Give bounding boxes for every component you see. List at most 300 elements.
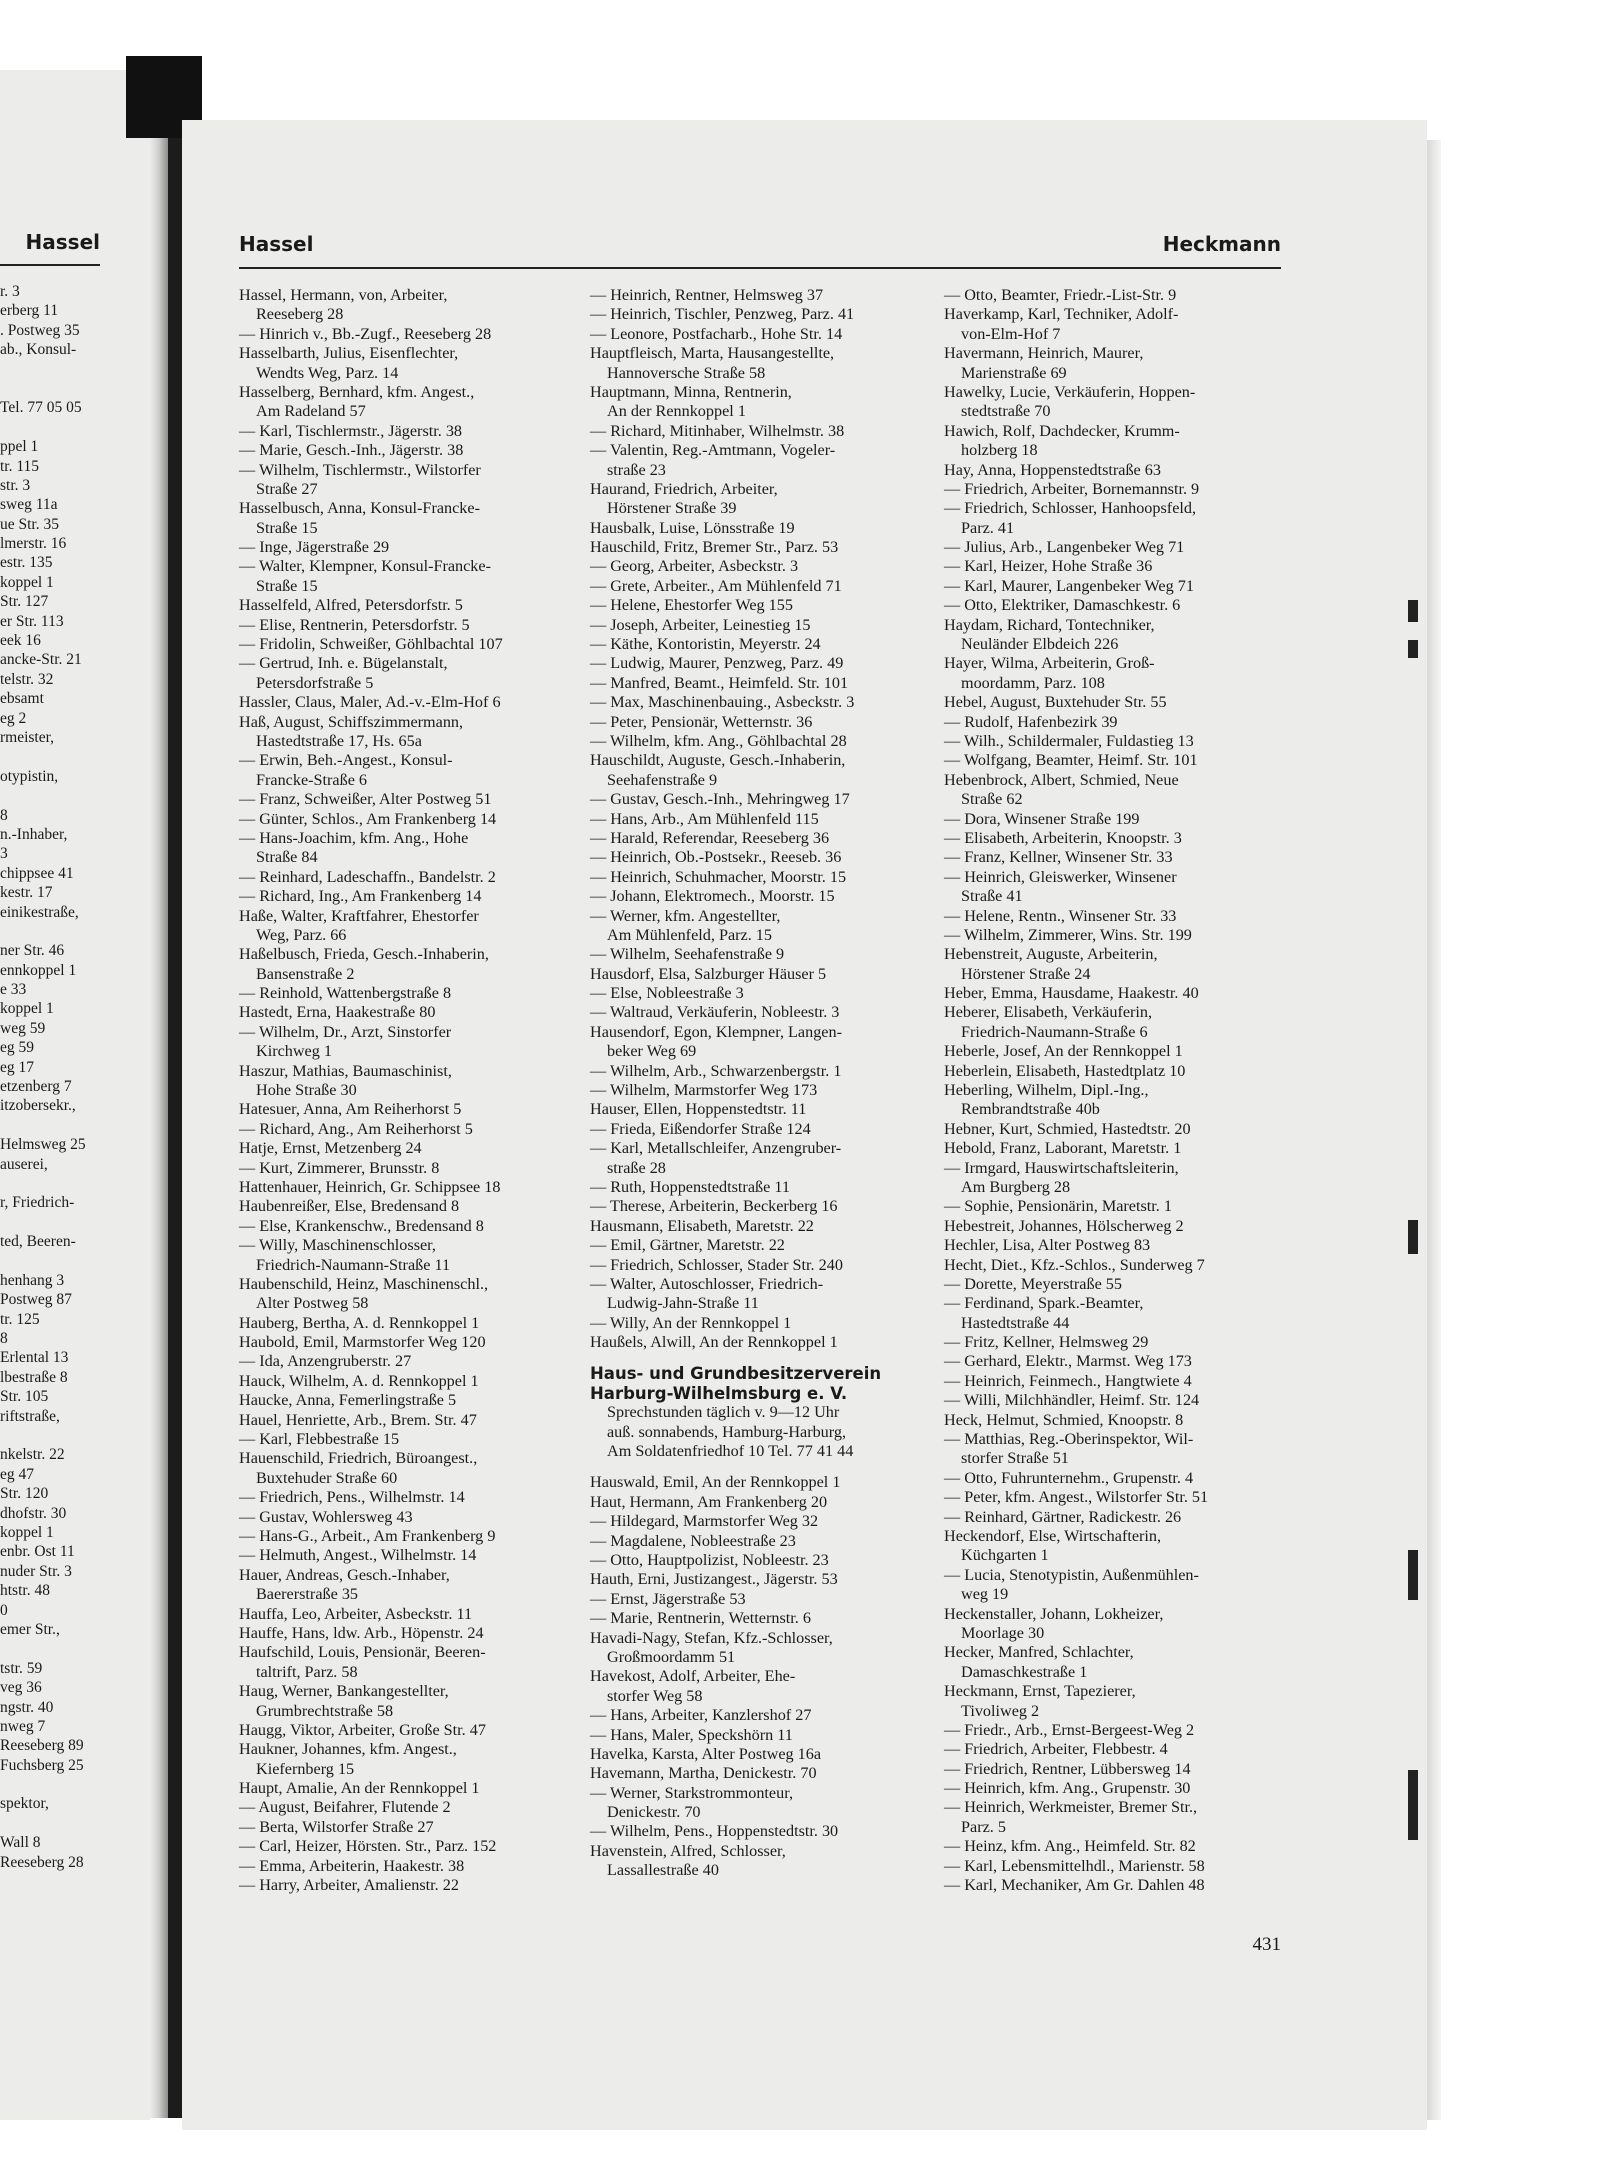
left-page-line: rmeister, — [0, 728, 55, 746]
directory-entry-line: — Willi, Milchhändler, Heimf. Str. 124 — [944, 1391, 1200, 1410]
left-page-line: 0 — [0, 1601, 8, 1619]
directory-entry-line: — Ernst, Jägerstraße 53 — [590, 1589, 746, 1608]
left-page-header: Hassel — [25, 230, 100, 254]
left-page-line: Helmsweg 25 — [0, 1136, 86, 1154]
left-page-line — [0, 1213, 120, 1232]
directory-entry-line: — Helene, Ehestorfer Weg 155 — [590, 596, 793, 615]
left-page-line: Erlental 13 — [0, 1349, 69, 1367]
directory-entry-line: — Werner, kfm. Angestellter, — [590, 906, 781, 925]
directory-entry-line: — Julius, Arb., Langenbeker Weg 71 — [944, 538, 1185, 557]
directory-entry-line: Hauer, Andreas, Gesch.-Inhaber, — [239, 1565, 450, 1584]
directory-entry-line: — Friedrich, Schlosser, Stader Str. 240 — [590, 1255, 843, 1274]
directory-entry-line: — Friedrich, Arbeiter, Flebbestr. 4 — [944, 1740, 1168, 1759]
directory-entry-line: Hay, Anna, Hoppenstedtstraße 63 — [944, 460, 1161, 479]
edge-mark — [1408, 1770, 1418, 1840]
directory-entry-line: stedtstraße 70 — [961, 402, 1051, 421]
directory-entry-line: Weg, Parz. 66 — [256, 925, 347, 944]
left-page-line: lmerstr. 16 — [0, 535, 67, 553]
directory-entry-line: — Karl, Lebensmittelhdl., Marienstr. 58 — [944, 1856, 1205, 1875]
left-page-line — [0, 922, 120, 941]
directory-entry-line: Hauptmann, Minna, Rentnerin, — [590, 382, 792, 401]
directory-entry-line: Francke-Straße 6 — [256, 770, 368, 789]
directory-entry-line: — Wilhelm, Seehafenstraße 9 — [590, 945, 785, 964]
directory-entry-line: Parz. 5 — [961, 1817, 1006, 1836]
directory-entry-line: — Heinrich, Feinmech., Hangtwiete 4 — [944, 1371, 1192, 1390]
left-page-line — [0, 1426, 120, 1445]
directory-entry-line: Rembrandtstraße 40b — [961, 1100, 1100, 1119]
directory-entry-line: — Hinrich v., Bb.-Zugf., Reeseberg 28 — [239, 324, 492, 343]
directory-entry-line: — Magdalene, Nobleestraße 23 — [590, 1531, 796, 1550]
directory-entry-line: Wendts Weg, Parz. 14 — [256, 363, 399, 382]
directory-entry-line: Sprechstunden täglich v. 9—12 Uhr — [607, 1403, 840, 1422]
left-page-line: erberg 11 — [0, 302, 59, 320]
directory-entry-line: — Leonore, Postfacharb., Hohe Str. 14 — [590, 324, 843, 343]
page-number: 431 — [1252, 1934, 1281, 1955]
directory-entry-line: — Hans-G., Arbeit., Am Frankenberg 9 — [239, 1527, 496, 1545]
directory-entry-line: — Wilh., Schildermaler, Fuldastieg 13 — [944, 731, 1194, 750]
left-page-line: dhofstr. 30 — [0, 1504, 67, 1522]
directory-entry-line: — Ida, Anzengruberstr. 27 — [239, 1352, 412, 1371]
left-page-line: weg 59 — [0, 1019, 46, 1037]
edge-thumb-marks — [1402, 560, 1424, 1960]
directory-entry-line: Hauth, Erni, Justizangest., Jägerstr. 53 — [590, 1570, 838, 1589]
directory-entry-line: — Walter, Klempner, Konsul-Francke- — [239, 557, 491, 576]
left-page-line: koppel 1 — [0, 1524, 54, 1541]
directory-entry-line: Haydam, Richard, Tontechniker, — [944, 615, 1155, 634]
directory-entry-line: — Frieda, Eißendorfer Straße 124 — [590, 1119, 811, 1138]
directory-entry-line: Haßelbusch, Frieda, Gesch.-Inhaberin, — [239, 945, 489, 964]
directory-entry-line: — Franz, Schweißer, Alter Postweg 51 — [239, 790, 492, 809]
left-page-line: 8 — [0, 806, 8, 824]
left-page-line: str. 3 — [0, 476, 31, 494]
directory-entry-line: Lassallestraße 40 — [607, 1861, 719, 1880]
directory-entry-line: — Willy, Maschinenschlosser, — [239, 1236, 436, 1255]
directory-entry-line: — Marie, Rentnerin, Wetternstr. 6 — [590, 1609, 811, 1628]
directory-entry-line: — Max, Maschinenbauing., Asbeckstr. 3 — [590, 693, 855, 712]
directory-entry-line: Heberle, Josef, An der Rennkoppel 1 — [944, 1042, 1183, 1061]
directory-entry-line: — Emma, Arbeiterin, Haakestr. 38 — [239, 1856, 465, 1875]
left-page-line: 8 — [0, 1330, 8, 1348]
directory-entry-line: Hattenhauer, Heinrich, Gr. Schippsee 18 — [239, 1177, 501, 1196]
directory-entry-line: Havenstein, Alfred, Schlosser, — [590, 1841, 786, 1860]
left-page-line: ngstr. 40 — [0, 1698, 54, 1716]
directory-entry-line: Hauptfleisch, Marta, Hausangestellte, — [590, 344, 835, 363]
directory-entry-line: — Friedr., Arb., Ernst-Bergeest-Weg 2 — [944, 1720, 1195, 1739]
directory-entry-line: Haug, Werner, Bankangestellter, — [239, 1682, 449, 1701]
left-page-line: kestr. 17 — [0, 884, 53, 902]
directory-entry-line: Hasselberg, Bernhard, kfm. Angest., — [239, 382, 475, 401]
left-page-line: ner Str. 46 — [0, 942, 65, 960]
left-page-line: henhang 3 — [0, 1271, 65, 1289]
directory-entry-line: — Heinrich, kfm. Ang., Grupenstr. 30 — [944, 1779, 1191, 1798]
directory-entry-line: beker Weg 69 — [607, 1042, 697, 1061]
directory-entry-line: — Else, Nobleestraße 3 — [590, 984, 744, 1003]
directory-entry-line: Hebestreit, Johannes, Hölscherweg 2 — [944, 1216, 1184, 1235]
directory-entry-line: Hebenbrock, Albert, Schmied, Neue — [944, 770, 1179, 789]
directory-entry-line: Hauberg, Bertha, A. d. Rennkoppel 1 — [239, 1313, 480, 1332]
directory-entry-line: Hebel, August, Buxtehuder Str. 55 — [944, 693, 1167, 712]
directory-entry-line: Hauffa, Leo, Arbeiter, Asbeckstr. 11 — [239, 1604, 473, 1623]
directory-entry-line: — Gerhard, Elektr., Marmst. Weg 173 — [944, 1352, 1192, 1371]
left-page-line: ppel 1 — [0, 438, 39, 456]
left-page-line: ue Str. 35 — [0, 515, 59, 533]
directory-entry-line: Haugg, Viktor, Arbeiter, Große Str. 47 — [239, 1720, 486, 1739]
directory-entry-line: — Friedrich, Schlosser, Hanhoopsfeld, — [944, 499, 1197, 518]
section-gap — [590, 1461, 925, 1473]
directory-entry-line: auß. sonnabends, Hamburg-Harburg, — [607, 1422, 847, 1441]
directory-entry-line: moordamm, Parz. 108 — [961, 673, 1105, 692]
left-page-line: Str. 120 — [0, 1485, 49, 1503]
directory-entry-line: Küchgarten 1 — [961, 1546, 1049, 1565]
directory-entry-line: Heberlein, Elisabeth, Hastedtplatz 10 — [944, 1061, 1186, 1080]
header-first-entry: Hassel — [239, 232, 314, 256]
directory-entry-line: — Heinz, kfm. Ang., Heimfeld. Str. 82 — [944, 1837, 1196, 1856]
directory-entry-line: — Wilhelm, Arb., Schwarzenbergstr. 1 — [590, 1061, 842, 1080]
directory-entry-line: Havelka, Karsta, Alter Postweg 16a — [590, 1744, 822, 1763]
directory-entry-line: Petersdorfstraße 5 — [256, 673, 374, 692]
directory-entry-line: Hatje, Ernst, Metzenberg 24 — [239, 1139, 422, 1158]
left-page-line: r, Friedrich- — [0, 1194, 75, 1212]
directory-entry-line: Straße 15 — [256, 518, 318, 537]
directory-entry-line: — Heinrich, Schuhmacher, Moorstr. 15 — [590, 867, 847, 886]
directory-entry-line: Hebenstreit, Auguste, Arbeiterin, — [944, 945, 1158, 964]
directory-entry-line: — Wilhelm, Tischlermstr., Wilstorfer — [239, 460, 481, 479]
left-page-line: er Str. 113 — [0, 612, 64, 630]
directory-entry-line: Heckendorf, Else, Wirtschafterin, — [944, 1527, 1162, 1545]
directory-entry-line: — Käthe, Kontoristin, Meyerstr. 24 — [590, 635, 821, 654]
directory-entry-line: — Valentin, Reg.-Amtmann, Vogeler- — [590, 441, 836, 460]
directory-entry-line: Hayer, Wilma, Arbeiterin, Groß- — [944, 654, 1155, 673]
left-page-line: n.-Inhaber, — [0, 825, 68, 843]
directory-entry-line: Havadi-Nagy, Stefan, Kfz.-Schlosser, — [590, 1628, 833, 1647]
directory-entry-line: — Wilhelm, Zimmerer, Wins. Str. 199 — [944, 925, 1192, 944]
left-page-fragment — [0, 70, 150, 2120]
directory-entry-line: Am Burgberg 28 — [961, 1177, 1071, 1196]
left-page-line: veg 36 — [0, 1679, 42, 1697]
edge-mark — [1408, 1220, 1418, 1254]
directory-entry-line: Heberer, Elisabeth, Verkäuferin, — [944, 1003, 1153, 1022]
directory-entry-line: — Elise, Rentnerin, Petersdorfstr. 5 — [239, 615, 470, 634]
left-page-line: htstr. 48 — [0, 1582, 50, 1600]
left-page-line: 3 — [0, 845, 8, 863]
directory-entry-line: — Irmgard, Hauswirtschaftsleiterin, — [944, 1158, 1179, 1177]
directory-entry-line: Am Mühlenfeld, Parz. 15 — [607, 925, 772, 944]
directory-entry-line: — Therese, Arbeiterin, Beckerberg 16 — [590, 1197, 838, 1216]
directory-entry-line: — Kurt, Zimmerer, Brunsstr. 8 — [239, 1158, 440, 1177]
directory-entry-line: — Fritz, Kellner, Helmsweg 29 — [944, 1333, 1149, 1352]
directory-entry-line: storfer Straße 51 — [961, 1449, 1069, 1468]
directory-entry-line: — Inge, Jägerstraße 29 — [239, 538, 390, 557]
directory-entry-line: straße 28 — [607, 1158, 666, 1177]
left-page-line: ennkoppel 1 — [0, 961, 77, 979]
directory-entry-line: — Karl, Heizer, Hohe Straße 36 — [944, 557, 1153, 576]
directory-entry-line: — Karl, Mechaniker, Am Gr. Dahlen 48 — [944, 1876, 1205, 1895]
directory-entry-line: — Walter, Autoschlosser, Friedrich- — [590, 1274, 824, 1293]
directory-entry-line: — Johann, Elektromech., Moorstr. 15 — [590, 887, 835, 906]
left-page-line: ancke-Str. 21 — [0, 651, 82, 669]
left-page-line: riftstraße, — [0, 1407, 60, 1425]
directory-entry-line: Straße 15 — [256, 576, 318, 595]
advertisement-heading: Haus- und Grundbesitzerverein — [590, 1364, 882, 1384]
directory-entry-line: Alter Postweg 58 — [256, 1294, 369, 1313]
directory-entry-line: — Wilhelm, Dr., Arzt, Sinstorfer — [239, 1022, 452, 1041]
left-page-line: telstr. 32 — [0, 670, 54, 688]
directory-entry-line: — Heinrich, Gleiswerker, Winsener — [944, 867, 1177, 886]
left-page-line: ab., Konsul- — [0, 341, 77, 359]
left-page-line: etzenberg 7 — [0, 1078, 72, 1096]
section-gap — [590, 1352, 925, 1364]
directory-entry-line: — Reinhold, Wattenbergstraße 8 — [239, 984, 452, 1003]
header-rule — [239, 267, 1281, 269]
directory-entry-line: — Ruth, Hoppenstedtstraße 11 — [590, 1177, 790, 1196]
left-page-line — [0, 1814, 120, 1833]
directory-entry-line: Hastedtstraße 44 — [961, 1313, 1070, 1332]
edge-mark — [1408, 640, 1418, 658]
directory-entry-line: — Ferdinand, Spark.-Beamter, — [944, 1294, 1144, 1313]
left-page-line: Wall 8 — [0, 1834, 41, 1852]
directory-entry-line: Hasselbarth, Julius, Eisenflechter, — [239, 344, 459, 363]
directory-entry-line: Hawelky, Lucie, Verkäuferin, Hoppen- — [944, 382, 1196, 401]
directory-entry-line: — Fridolin, Schweißer, Göhlbachtal 107 — [239, 635, 503, 654]
left-page-line: enbr. Ost 11 — [0, 1543, 75, 1561]
directory-entry-line: Hauel, Henriette, Arb., Brem. Str. 47 — [239, 1410, 477, 1429]
left-page-line: Fuchsberg 25 — [0, 1756, 84, 1774]
directory-entry-line: Haubenreißer, Else, Bredensand 8 — [239, 1197, 460, 1216]
directory-entry-line: — Karl, Tischlermstr., Jägerstr. 38 — [239, 421, 463, 440]
directory-entry-line: — Joseph, Arbeiter, Leinestieg 15 — [590, 615, 811, 634]
left-page-line: ted, Beeren- — [0, 1233, 76, 1251]
directory-entry-line: Havemann, Martha, Denickestr. 70 — [590, 1764, 817, 1783]
directory-entry-line: — Erwin, Beh.-Angest., Konsul- — [239, 751, 453, 770]
directory-entry-line: Hastedt, Erna, Haakestraße 80 — [239, 1003, 436, 1022]
directory-entry-line: Parz. 41 — [961, 518, 1015, 537]
directory-entry-line: Hauck, Wilhelm, A. d. Rennkoppel 1 — [239, 1371, 479, 1390]
directory-column-2 — [590, 286, 925, 1881]
directory-entry-line: — Else, Krankenschw., Bredensand 8 — [239, 1216, 484, 1235]
directory-entry-line: Havekost, Adolf, Arbeiter, Ehe- — [590, 1667, 796, 1686]
directory-entry-line: Buxtehuder Straße 60 — [256, 1468, 398, 1487]
left-page-line: Tel. 77 05 05 — [0, 399, 82, 417]
left-page-line: nweg 7 — [0, 1717, 46, 1735]
directory-entry-line: Straße 27 — [256, 479, 318, 498]
directory-entry-line: — Friedrich, Arbeiter, Bornemannstr. 9 — [944, 479, 1200, 498]
directory-entry-line: — Otto, Elektriker, Damaschkestr. 6 — [944, 596, 1181, 615]
directory-entry-line: — Peter, Pensionär, Wetternstr. 36 — [590, 712, 813, 731]
directory-entry-line: Haubold, Emil, Marmstorfer Weg 120 — [239, 1333, 486, 1352]
directory-entry-line: straße 23 — [607, 460, 666, 479]
directory-entry-line: — Otto, Beamter, Friedr.-List-Str. 9 — [944, 286, 1177, 304]
directory-entry-line: Hausdorf, Elsa, Salzburger Häuser 5 — [590, 964, 827, 983]
directory-entry-line: — Lucia, Stenotypistin, Außenmühlen- — [944, 1565, 1199, 1584]
advertisement-heading: Harburg-Wilhelmsburg e. V. — [590, 1383, 848, 1403]
directory-entry-line: Hausmann, Elisabeth, Maretstr. 22 — [590, 1216, 814, 1235]
directory-entry-line: — Georg, Arbeiter, Asbeckstr. 3 — [590, 557, 799, 576]
left-page-line — [0, 1174, 120, 1193]
left-page-line: koppel 1 — [0, 1000, 54, 1018]
directory-entry-line: Havermann, Heinrich, Maurer, — [944, 344, 1144, 363]
directory-entry-line: — Richard, Ing., Am Frankenberg 14 — [239, 887, 482, 906]
directory-entry-line: — Günter, Schlos., Am Frankenberg 14 — [239, 809, 497, 828]
left-page-line: eg 59 — [0, 1039, 35, 1057]
directory-entry-line: — Werner, Starkstrommonteur, — [590, 1783, 793, 1802]
left-page-line: itzobersekr., — [0, 1097, 76, 1115]
directory-entry-line: weg 19 — [961, 1585, 1009, 1604]
directory-entry-line: Hassel, Hermann, von, Arbeiter, — [239, 286, 448, 304]
directory-entry-line: Hauenschild, Friedrich, Büroangest., — [239, 1449, 478, 1468]
directory-entry-line: Kiefernberg 15 — [256, 1759, 355, 1778]
left-page-line: Postweg 87 — [0, 1291, 72, 1309]
directory-entry-line: Hausendorf, Egon, Klempner, Langen- — [590, 1022, 842, 1041]
left-page-line: Str. 127 — [0, 593, 49, 611]
directory-entry-line: Damaschkestraße 1 — [961, 1662, 1088, 1681]
directory-entry-line: Seehafenstraße 9 — [607, 770, 718, 789]
directory-entry-line: — Hildegard, Marmstorfer Weg 32 — [590, 1512, 819, 1531]
directory-entry-line: Haurand, Friedrich, Arbeiter, — [590, 479, 778, 498]
left-page-line: spektor, — [0, 1795, 49, 1813]
directory-entry-line: — Heinrich, Werkmeister, Bremer Str., — [944, 1798, 1198, 1817]
directory-entry-line: taltrift, Parz. 58 — [256, 1662, 358, 1681]
left-page-line: emer Str., — [0, 1620, 60, 1638]
left-page-line: einikestraße, — [0, 903, 79, 921]
directory-entry-line: Haszur, Mathias, Baumaschinist, — [239, 1061, 452, 1080]
directory-entry-line: storfer Weg 58 — [607, 1686, 703, 1705]
left-page-line: Str. 105 — [0, 1388, 49, 1406]
directory-entry-line: Hatesuer, Anna, Am Reiherhorst 5 — [239, 1100, 462, 1119]
left-header-rule — [0, 264, 100, 266]
directory-entry-line: — Dora, Winsener Straße 199 — [944, 809, 1140, 828]
directory-entry-line: Hörstener Straße 39 — [607, 499, 737, 518]
directory-entry-line: — Sophie, Pensionärin, Maretstr. 1 — [944, 1197, 1172, 1216]
directory-entry-line: — Grete, Arbeiter., Am Mühlenfeld 71 — [590, 576, 842, 595]
left-page-line — [0, 786, 120, 805]
edge-mark — [1408, 600, 1418, 622]
left-page-line: eg 47 — [0, 1465, 35, 1483]
left-page-line — [0, 747, 120, 766]
directory-entry-line: — Wilhelm, Pens., Hoppenstedtstr. 30 — [590, 1822, 839, 1841]
directory-entry-line: — Peter, kfm. Angest., Wilstorfer Str. 51 — [944, 1488, 1209, 1507]
left-page-line: lbestraße 8 — [0, 1368, 68, 1386]
directory-entry-line: Haverkamp, Karl, Techniker, Adolf- — [944, 305, 1179, 324]
directory-entry-line: Haße, Walter, Kraftfahrer, Ehestorfer — [239, 906, 479, 925]
directory-entry-line: Haukner, Johannes, kfm. Angest., — [239, 1740, 457, 1759]
directory-entry-line: Haubenschild, Heinz, Maschinenschl., — [239, 1274, 489, 1293]
directory-entry-line: von-Elm-Hof 7 — [961, 324, 1061, 343]
directory-entry-line: — Harald, Referendar, Reeseberg 36 — [590, 828, 830, 847]
header-last-entry: Heckmann — [1162, 232, 1281, 256]
directory-entry-line: Hannoversche Straße 58 — [607, 363, 766, 382]
left-page-line: r. 3 — [0, 283, 20, 300]
directory-entry-line: Hawich, Rolf, Dachdecker, Krumm- — [944, 421, 1180, 440]
directory-entry-line: — Helene, Rentn., Winsener Str. 33 — [944, 906, 1177, 925]
directory-entry-line: — Manfred, Beamt., Heimfeld. Str. 101 — [590, 673, 849, 692]
directory-entry-line: — Otto, Hauptpolizist, Nobleestr. 23 — [590, 1551, 829, 1569]
directory-entry-line: — Karl, Flebbestraße 15 — [239, 1430, 400, 1449]
directory-entry-line: Hausbalk, Luise, Lönsstraße 19 — [590, 518, 795, 537]
directory-entry-line: — Carl, Heizer, Hörsten. Str., Parz. 152 — [239, 1837, 497, 1856]
directory-entry-line: Tivoliweg 2 — [961, 1701, 1040, 1720]
left-page-line: Reeseberg 89 — [0, 1737, 84, 1755]
directory-entry-line: Marienstraße 69 — [961, 363, 1067, 382]
left-page-line: ebsamt — [0, 690, 44, 708]
directory-entry-line: — Elisabeth, Arbeiterin, Knoopstr. 3 — [944, 828, 1182, 847]
directory-entry-line: holzberg 18 — [961, 441, 1038, 460]
directory-entry-line: Hauswald, Emil, An der Rennkoppel 1 — [590, 1473, 841, 1492]
left-page-line: chippsee 41 — [0, 864, 74, 882]
left-page-line — [0, 1252, 120, 1271]
directory-entry-line: Hechler, Lisa, Alter Postweg 83 — [944, 1236, 1151, 1255]
left-page-line — [0, 360, 120, 379]
directory-entry-line: Bansenstraße 2 — [256, 964, 355, 983]
directory-entry-line: — Gustav, Gesch.-Inh., Mehringweg 17 — [590, 790, 850, 809]
directory-entry-line: Reeseberg 28 — [256, 305, 344, 324]
directory-entry-line: — Heinrich, Tischler, Penzweg, Parz. 41 — [590, 305, 855, 324]
directory-entry-line: — Heinrich, Rentner, Helmsweg 37 — [590, 286, 824, 304]
directory-entry-line: Haß, August, Schiffszimmermann, — [239, 712, 464, 731]
directory-entry-line: Hecht, Diet., Kfz.-Schlos., Sunderweg 7 — [944, 1255, 1205, 1274]
directory-entry-line: Hauschildt, Auguste, Gesch.-Inhaberin, — [590, 751, 846, 770]
directory-entry-line: Heck, Helmut, Schmied, Knoopstr. 8 — [944, 1410, 1184, 1429]
directory-entry-line: Hasselfeld, Alfred, Petersdorfstr. 5 — [239, 596, 463, 615]
left-page-line: tr. 125 — [0, 1310, 40, 1328]
left-page-line: eg 17 — [0, 1058, 35, 1076]
directory-entry-line: Am Radeland 57 — [256, 402, 366, 421]
directory-entry-line: — Karl, Maurer, Langenbeker Weg 71 — [944, 576, 1194, 595]
left-page-lines — [0, 282, 120, 1872]
directory-entry-line: Hasselbusch, Anna, Konsul-Francke- — [239, 499, 480, 518]
directory-entry-line: — Marie, Gesch.-Inh., Jägerstr. 38 — [239, 441, 464, 460]
left-page-line: estr. 135 — [0, 554, 53, 572]
directory-entry-line: — Willy, An der Rennkoppel 1 — [590, 1313, 792, 1332]
left-page-line — [0, 418, 120, 437]
directory-entry-line: Friedrich-Naumann-Straße 11 — [256, 1255, 451, 1274]
directory-entry-line: Haufschild, Louis, Pensionär, Beeren- — [239, 1643, 486, 1662]
directory-entry-line: Am Soldatenfriedhof 10 Tel. 77 41 44 — [607, 1442, 854, 1461]
directory-entry-line: Großmoordamm 51 — [607, 1647, 736, 1666]
directory-entry-line: Hebner, Kurt, Schmied, Hastedtstr. 20 — [944, 1119, 1191, 1138]
left-page-line: auserei, — [0, 1155, 48, 1173]
directory-entry-line: — Berta, Wilstorfer Straße 27 — [239, 1817, 434, 1836]
directory-entry-line: — Wilhelm, Marmstorfer Weg 173 — [590, 1081, 818, 1100]
directory-entry-line: — Hans, Arb., Am Mühlenfeld 115 — [590, 809, 819, 828]
directory-entry-line: — Matthias, Reg.-Oberinspektor, Wil- — [944, 1430, 1194, 1449]
directory-entry-line: Heckmann, Ernst, Tapezierer, — [944, 1682, 1136, 1701]
left-page-line: e 33 — [0, 981, 27, 999]
directory-entry-line: — Reinhard, Gärtner, Radickestr. 26 — [944, 1507, 1182, 1526]
directory-entry-line: — August, Beifahrer, Flutende 2 — [239, 1798, 451, 1817]
directory-entry-line: Hastedtstraße 17, Hs. 65a — [256, 731, 422, 750]
directory-entry-line: Heckenstaller, Johann, Lokheizer, — [944, 1604, 1164, 1623]
left-page-line: sweg 11a — [0, 496, 58, 514]
directory-entry-line: Denickestr. 70 — [607, 1803, 701, 1822]
directory-entry-line: Hauser, Ellen, Hoppenstedtstr. 11 — [590, 1100, 807, 1119]
directory-entry-line: — Hans-Joachim, kfm. Ang., Hohe — [239, 828, 469, 847]
directory-entry-line: — Gustav, Wohlersweg 43 — [239, 1507, 413, 1526]
directory-entry-line: — Otto, Fuhrunternehm., Grupenstr. 4 — [944, 1468, 1194, 1487]
left-page-line: Reeseberg 28 — [0, 1853, 84, 1871]
directory-entry-line: Straße 84 — [256, 848, 318, 867]
directory-entry-line: — Hans, Maler, Speckshörn 11 — [590, 1725, 793, 1744]
directory-entry-line: Haut, Hermann, Am Frankenberg 20 — [590, 1492, 828, 1511]
directory-entry-line: — Ludwig, Maurer, Penzweg, Parz. 49 — [590, 654, 844, 673]
directory-entry-line: — Wolfgang, Beamter, Heimf. Str. 101 — [944, 751, 1198, 770]
left-page-line: koppel 1 — [0, 573, 54, 591]
edge-mark — [1408, 1550, 1418, 1600]
page-header — [239, 232, 1281, 264]
directory-entry-line: Haupt, Amalie, An der Rennkoppel 1 — [239, 1779, 480, 1798]
directory-entry-line: Hassler, Claus, Maler, Ad.-v.-Elm-Hof 6 — [239, 693, 501, 712]
directory-entry-line: — Friedrich, Rentner, Lübbersweg 14 — [944, 1759, 1191, 1778]
left-page-line: . Postweg 35 — [0, 321, 80, 339]
